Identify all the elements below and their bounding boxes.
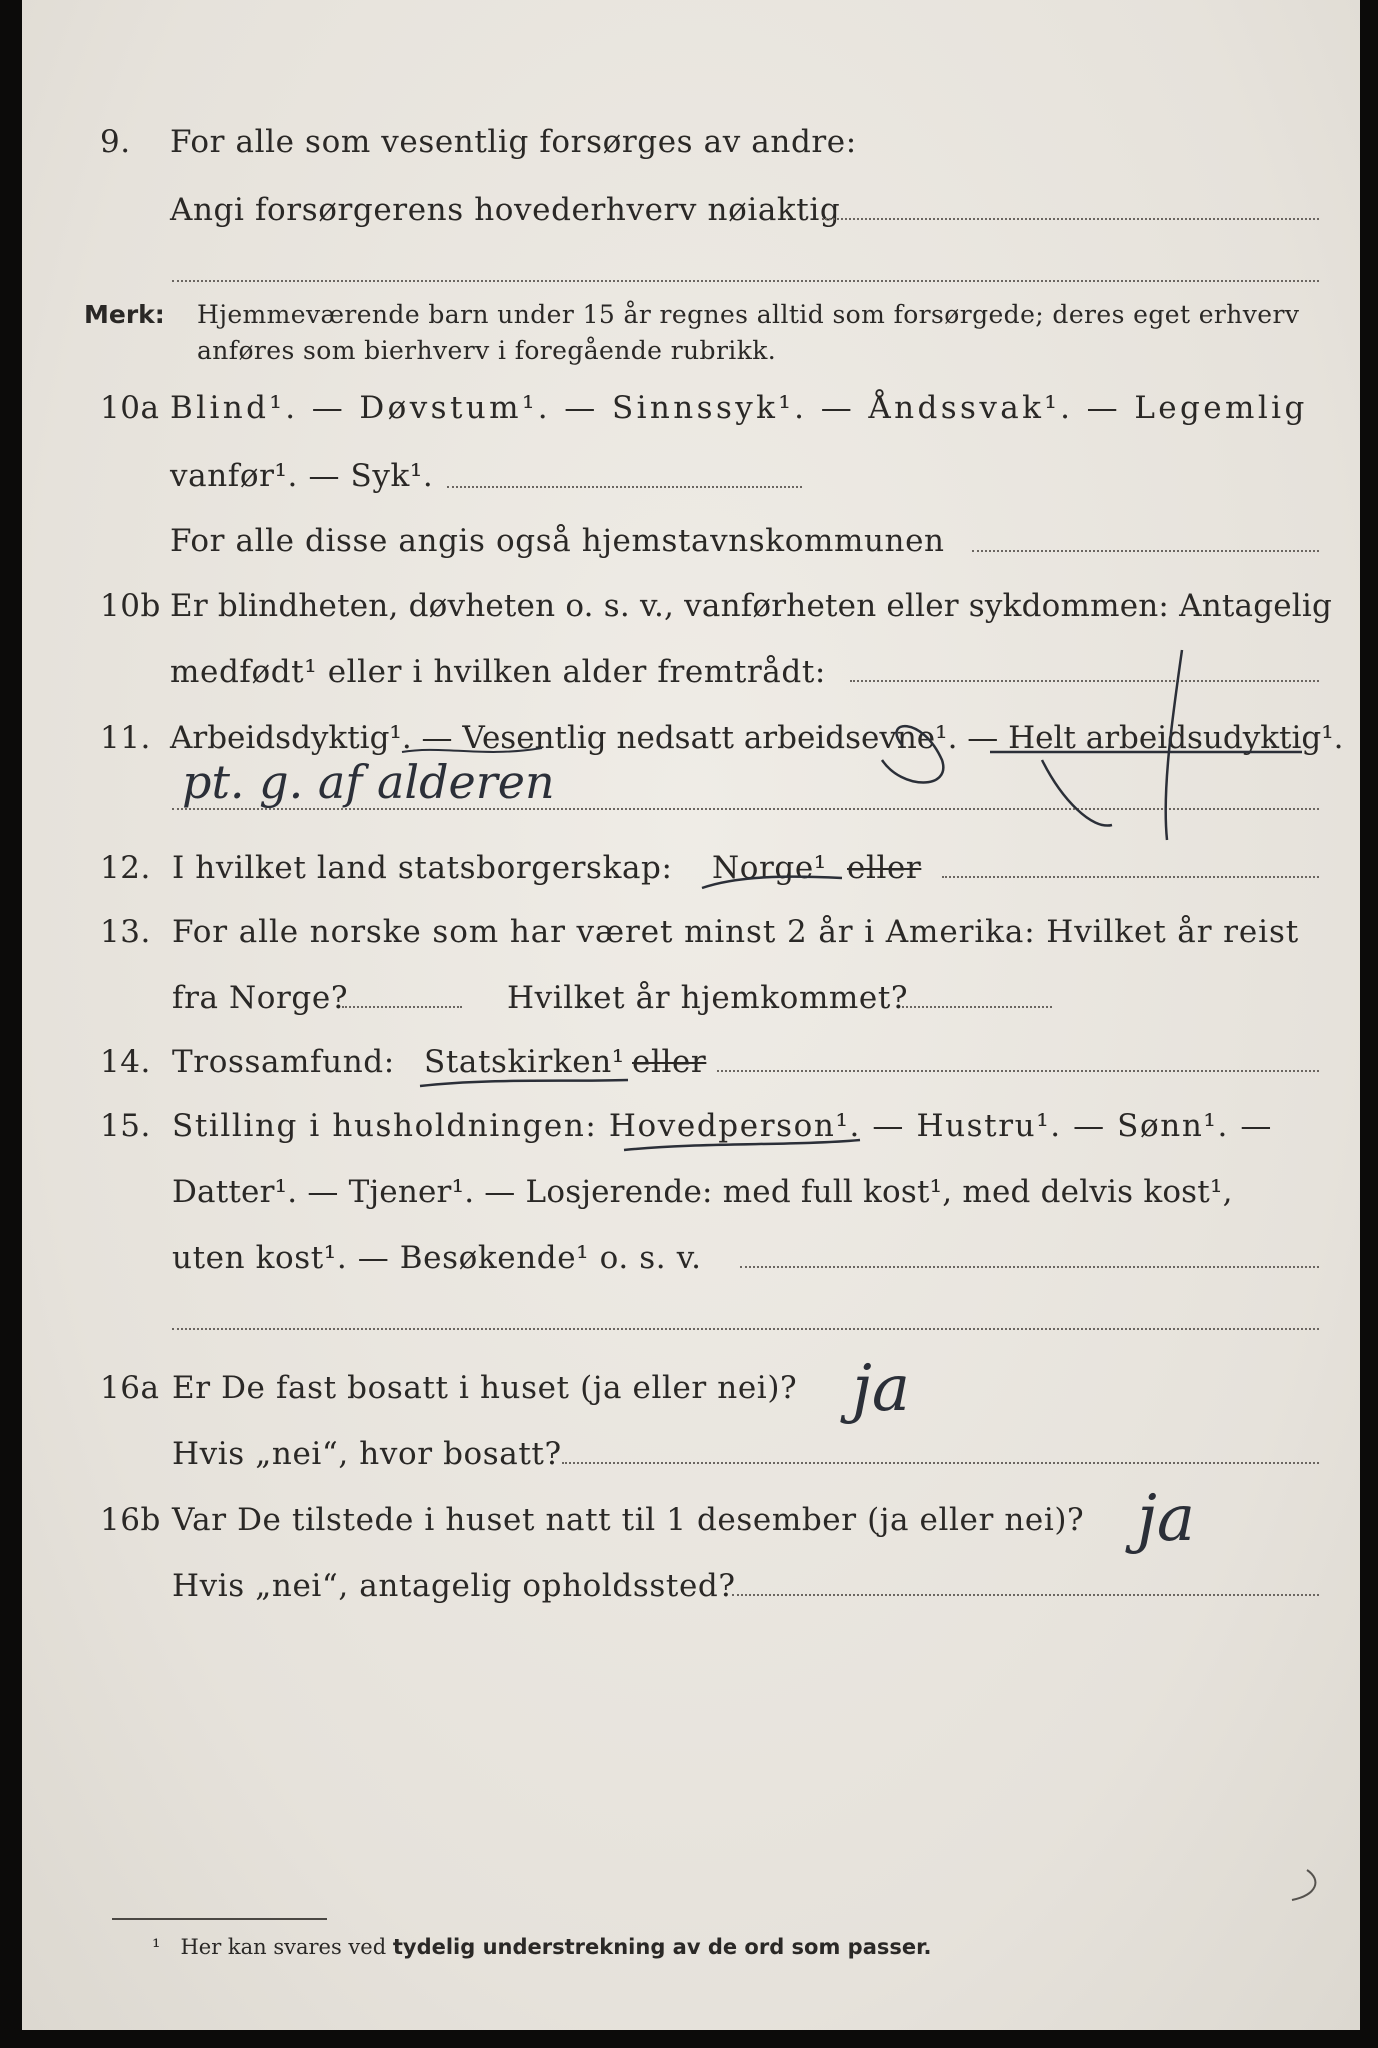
footnote-text-pre: Her kan svares ved	[180, 1935, 387, 1959]
handwriting-layer	[22, 0, 1360, 2030]
q10a-line2: vanfør¹. — Syk¹.	[170, 458, 434, 494]
q10a-number: 10a	[100, 390, 160, 426]
q15-line2: Datter¹. — Tjener¹. — Losjerende: med full kost¹, med delvis kost¹,	[172, 1174, 1233, 1210]
q13-line2b: Hvilket år hjemkommet?	[507, 980, 909, 1016]
q16b-handwritten-answer: ja	[1137, 1482, 1195, 1556]
q10a-line1: Blind¹. — Døvstum¹. — Sinnssyk¹. — Åndssvak¹. — Legemlig	[170, 390, 1308, 426]
q10b-line1: Er blindheten, døvheten o. s. v., vanførheten eller sykdommen: Antagelig	[170, 588, 1333, 624]
q9-line2: Angi forsørgerens hovederhverv nøiaktig	[170, 192, 841, 228]
q13-line2a: fra Norge?	[172, 980, 349, 1016]
q12-option-norge: Norge¹	[712, 850, 827, 886]
q16a-number: 16a	[100, 1370, 160, 1406]
q14-number: 14.	[100, 1044, 151, 1080]
q12-underline	[702, 877, 842, 888]
q16a-handwritten-answer: ja	[852, 1352, 910, 1426]
q12-text: I hvilket land statsborgerskap:	[172, 850, 673, 886]
q15-number: 15.	[100, 1108, 151, 1144]
q13-line1: For alle norske som har været minst 2 år i Amerika: Hvilket år reist	[172, 914, 1300, 950]
q15-underline	[624, 1140, 860, 1150]
q9-number: 9.	[100, 124, 131, 160]
q16b-line1: Var De tilstede i huset natt til 1 desember (ja eller nei)?	[172, 1502, 1085, 1538]
footnote-mark: ¹	[152, 1935, 161, 1959]
merk-line1: Hjemmeværende barn under 15 år regnes alltid som forsørgede; deres eget erhverv	[197, 300, 1300, 329]
merk-label: Merk:	[84, 300, 165, 329]
pencil-mark	[1292, 1870, 1315, 1900]
q16b-line2: Hvis „nei“, antagelig opholdssted?	[172, 1568, 736, 1604]
q11-line1: Arbeidsdyktig¹. — Vesentlig nedsatt arbeidsevne¹. — Helt arbeidsudyktig¹.	[170, 720, 1344, 756]
q16b-number: 16b	[100, 1502, 161, 1538]
q15-line3: uten kost¹. — Besøkende¹ o. s. v.	[172, 1240, 702, 1276]
q10b-line2: medfødt¹ eller i hvilken alder fremtrådt:	[170, 654, 826, 690]
q14-text: Trossamfund:	[172, 1044, 395, 1080]
footnote-text-bold: tydelig understrekning av de ord som passer.	[392, 1935, 932, 1959]
q14-option-statskirken: Statskirken¹	[424, 1044, 625, 1080]
q11-scribble-1	[402, 748, 542, 752]
q13-number: 13.	[100, 914, 151, 950]
q12-number: 12.	[100, 850, 151, 886]
q15-line1: Stilling i husholdningen: Hovedperson¹. — Hustru¹. — Sønn¹. —	[172, 1108, 1273, 1144]
q11-number: 11.	[100, 720, 151, 756]
q11-scribble-2	[882, 726, 943, 782]
q12-struck-eller: eller	[847, 850, 922, 886]
q10a-line3: For alle disse angis også hjemstavnskommunen	[170, 523, 945, 559]
census-form-page	[22, 0, 1360, 2030]
q14-struck-eller: eller	[632, 1044, 707, 1080]
q16a-line2: Hvis „nei“, hvor bosatt?	[172, 1436, 562, 1472]
q11-scribble-3	[1166, 650, 1182, 840]
q10b-number: 10b	[100, 588, 161, 624]
q16a-line1: Er De fast bosatt i huset (ja eller nei)?	[172, 1370, 798, 1406]
q9-line1: For alle som vesentlig forsørges av andre:	[170, 124, 857, 160]
merk-line2: anføres som bierhverv i foregående rubrikk.	[197, 336, 777, 365]
q14-underline	[420, 1080, 628, 1086]
q11-handwritten-answer: pt. g. af alderen	[182, 755, 555, 809]
q11-scribble-4	[1042, 760, 1112, 826]
